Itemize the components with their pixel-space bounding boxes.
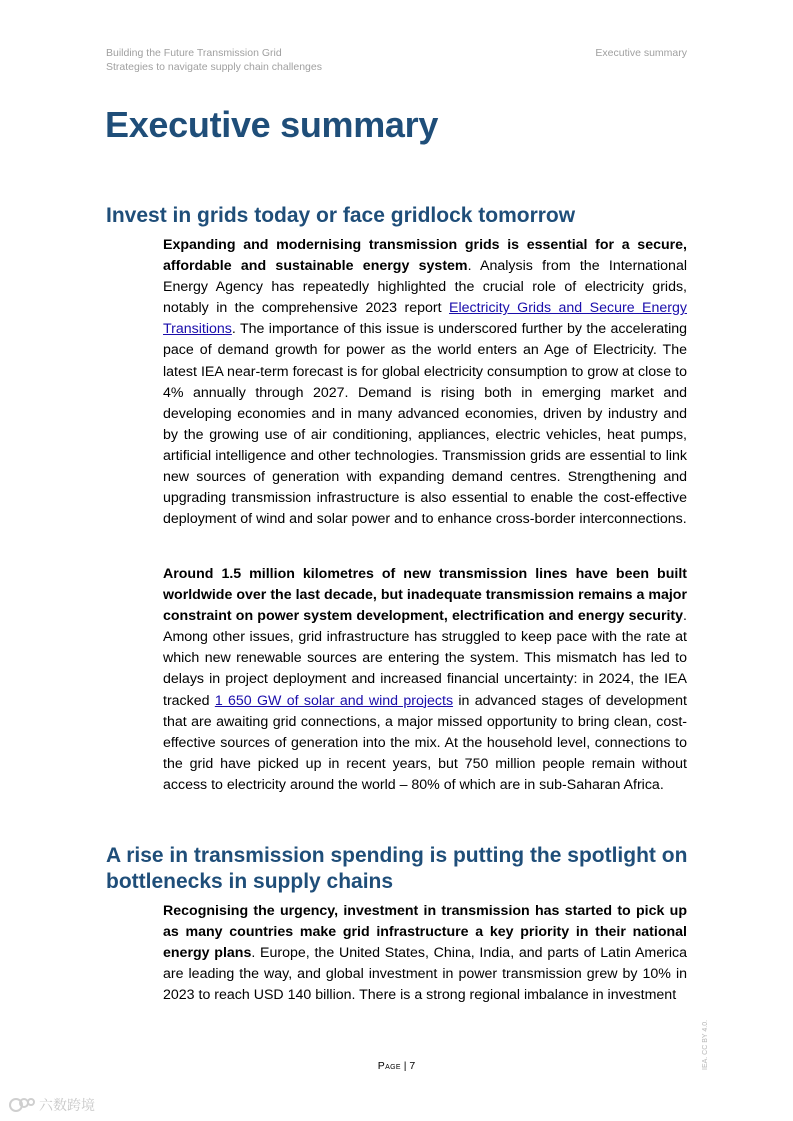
- license-credit: IEA. CC BY 4.0.: [702, 1019, 709, 1070]
- paragraph-grids-essential: [163, 235, 687, 530]
- paragraph-lead-bold: Around 1.5 million kilometres of new transmission lines have been built worldwide over the last decade, but inadequate transmission remains a major constraint on power system development, electrification and energy security: [163, 566, 687, 625]
- paragraph-transmission-lines: [163, 564, 687, 796]
- page-title: Executive summary: [105, 104, 439, 145]
- paragraph-lead-bold: Recognising the urgency, investment in transmission has started to pick up as many countries make grid infrastructure a key priority in their national energy plans: [163, 903, 687, 962]
- page-footer: [0, 1060, 793, 1072]
- page-separator: |: [400, 1060, 410, 1072]
- header-report-title: Building the Future Transmission Grid: [106, 47, 282, 59]
- paragraph-text: . Europe, the United States, China, India, and parts of Latin America are leading the way, and global investment in power transmission grew by 10% in 2023 to reach USD 140 billion. There is a strong regional imbalance in investment: [163, 945, 687, 1004]
- running-header-left: [106, 47, 322, 74]
- section-heading-invest: Invest in grids today or face gridlock tomorrow: [106, 204, 576, 227]
- paragraph-text: . Analysis from the International Energy Agency has repeatedly highlighted the crucial role of electricity grids, notably in the comprehensive 2023 report: [163, 258, 687, 317]
- page-number: 7: [409, 1060, 416, 1072]
- paragraph-text: . Among other issues, grid infrastructure has struggled to keep pace with the rate at which new renewable sources are entering the system. This mismatch has led to delays in project deployment and increased financial uncertainty: in 2024, the IEA tracked: [163, 608, 687, 709]
- header-report-subtitle: Strategies to navigate supply chain challenges: [106, 60, 322, 73]
- projects-link[interactable]: 1 650 GW of solar and wind projects: [214, 692, 454, 709]
- watermark: [8, 1095, 95, 1115]
- paragraph-text: in advanced stages of development that are awaiting grid connections, a major missed opportunity to bring clean, cost-effective sources of generation into the mix. At the household level, connections to the grid have picked up in recent years, but 750 million people remain without access to electricity around the world – 80% of which are in sub-Saharan Africa.: [163, 692, 687, 793]
- watermark-text: 六数跨境: [39, 1097, 95, 1113]
- paragraph-text: . The importance of this issue is underscored further by the accelerating pace of demand growth for power as the world enters an Age of Electricity. The latest IEA near-term forecast is for global electricity consumption to grow at close to 4% annually through 2027. Demand is rising both in emerging market and developing economies and in many advanced economies, driven by industry and by the growing use of air conditioning, appliances, electric vehicles, heat pumps, artificial intelligence and other technologies. Transmission grids are essential to link new sources of generation with expanding demand centres. Strengthening and upgrading transmission infrastructure is also essential to enable the cost-effective deployment of wind and solar power and to enhance cross-border interconnections.: [163, 321, 687, 528]
- page-label: Page: [377, 1060, 401, 1072]
- paragraph-investment: [163, 901, 687, 1006]
- section-heading-spending: A rise in transmission spending is putting the spotlight on bottlenecks in supply chains: [106, 844, 688, 893]
- report-link[interactable]: Electricity Grids and Secure Energy Transitions: [163, 300, 687, 338]
- header-section-name: Executive summary: [595, 47, 687, 59]
- logo-icon: [8, 1096, 36, 1114]
- paragraph-lead-bold: Expanding and modernising transmission grids is essential for a secure, affordable and sustainable energy system: [163, 237, 687, 275]
